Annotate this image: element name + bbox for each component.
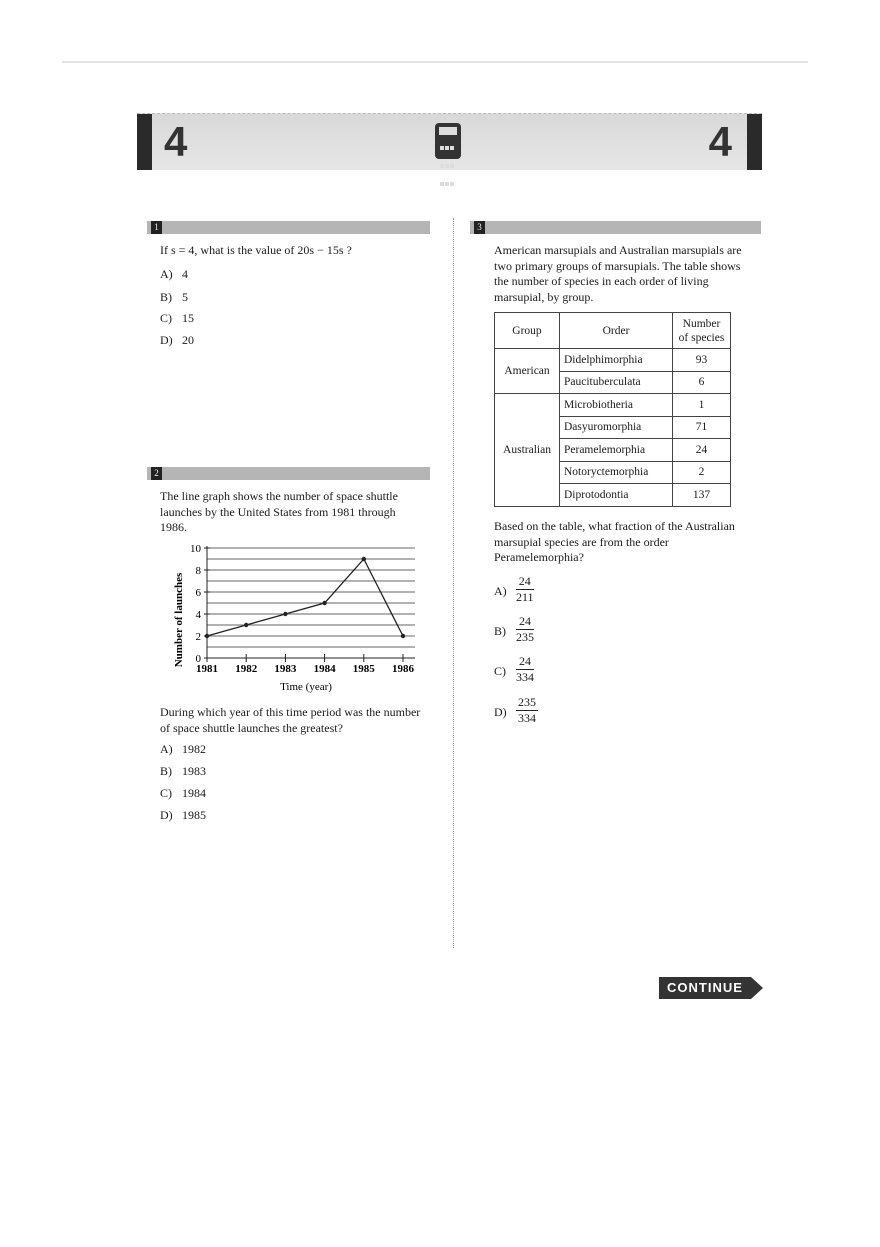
q1-option-b[interactable]: B) 5 <box>160 290 188 304</box>
chart-x-label: Time (year) <box>280 681 332 693</box>
q1-option-d[interactable]: D) 20 <box>160 333 194 347</box>
chart-y-label: Number of launches <box>173 572 185 668</box>
q1-option-c[interactable]: C) 15 <box>160 311 194 325</box>
question-1-bar <box>147 221 430 234</box>
question-3-bar <box>470 221 761 234</box>
q3-option-d[interactable]: D) <box>494 705 507 719</box>
section-number-right: 4 <box>708 118 732 165</box>
table-row <box>495 349 731 372</box>
data-point <box>205 634 209 638</box>
q2-option-a[interactable]: A) 1982 <box>160 742 206 756</box>
q3-option-d-fraction: $\frac{235}{334}$ <box>518 695 536 725</box>
header-group: Group <box>495 313 560 349</box>
data-point <box>283 612 287 616</box>
chart-points <box>205 557 405 638</box>
species-cell: 6 <box>673 371 731 394</box>
question-2-intro: The line graph shows the number of space shuttle launches by the United States from 1981 through 1986. <box>160 489 398 534</box>
species-cell: 93 <box>673 349 731 372</box>
question-3-text: Based on the table, what fraction of the Australian marsupial species are from the order Peramelemorphia? <box>494 519 735 564</box>
x-tick-label: 1982 <box>235 663 258 675</box>
table-row <box>495 394 731 417</box>
data-point <box>401 634 405 638</box>
y-tick-label: 2 <box>195 631 201 643</box>
chart-x-ticks <box>196 654 415 675</box>
q3-option-b-fraction: $\frac{24}{235}$ <box>516 614 534 644</box>
q2-option-d[interactable]: D) 1985 <box>160 808 206 822</box>
group-american: American <box>495 349 560 394</box>
table-header-row <box>495 313 731 349</box>
y-tick-label: 8 <box>195 565 201 577</box>
order-cell: Microbiotheria <box>560 394 673 417</box>
q3-option-c-fraction: $\frac{24}{334}$ <box>516 654 534 684</box>
series-line <box>207 559 403 636</box>
species-cell: 137 <box>673 484 731 507</box>
launch-line-chart <box>170 538 425 698</box>
top-rule <box>62 61 808 63</box>
q2-option-c[interactable]: C) 1984 <box>160 786 206 800</box>
data-point <box>322 601 326 605</box>
q3-option-a-fraction: $\frac{24}{211}$ <box>516 574 534 604</box>
question-1-text: If s = 4, what is the value of 20s − 15s ? <box>160 243 352 257</box>
question-3-intro: American marsupials and Australian marsupials are two primary groups of marsupials. The table shows the number of species in each order of living marsupial, by group. <box>494 243 742 304</box>
species-cell: 2 <box>673 461 731 484</box>
marsupial-table <box>494 312 731 507</box>
continue-button[interactable] <box>659 977 765 999</box>
column-divider <box>453 218 454 948</box>
continue-arrow-icon <box>751 977 763 999</box>
order-cell: Didelphimorphia <box>560 349 673 372</box>
calculator-icon <box>435 123 461 159</box>
data-point <box>362 557 366 561</box>
order-cell: Dasyuromorphia <box>560 416 673 439</box>
q3-option-a[interactable]: A) <box>494 584 507 598</box>
x-tick-label: 1984 <box>313 663 336 675</box>
group-australian: Australian <box>495 394 560 507</box>
question-2-bar <box>147 467 430 480</box>
order-cell: Notoryctemorphia <box>560 461 673 484</box>
species-cell: 24 <box>673 439 731 462</box>
y-tick-label: 6 <box>195 587 201 599</box>
question-2-text: During which year of this time period was the number of space shuttle launches the greatest? <box>160 705 421 735</box>
q1-option-a[interactable]: A) 4 <box>160 267 188 281</box>
chart-axes <box>207 546 415 658</box>
order-cell: Peramelemorphia <box>560 439 673 462</box>
y-tick-label: 10 <box>190 543 201 555</box>
q3-option-b[interactable]: B) <box>494 624 506 638</box>
header-order: Order <box>560 313 673 349</box>
order-cell: Diprotodontia <box>560 484 673 507</box>
x-tick-label: 1981 <box>196 663 218 675</box>
header-right-bar <box>747 114 762 170</box>
x-tick-label: 1986 <box>392 663 414 675</box>
y-tick-label: 0 <box>195 653 201 665</box>
q2-option-b[interactable]: B) 1983 <box>160 764 206 778</box>
header-species: Number of species <box>673 313 731 349</box>
header-left-bar <box>137 114 152 170</box>
continue-label: CONTINUE <box>659 977 751 999</box>
section-number-left: 4 <box>164 118 188 165</box>
q3-option-c[interactable]: C) <box>494 664 506 678</box>
x-tick-label: 1983 <box>274 663 297 675</box>
species-cell: 1 <box>673 394 731 417</box>
species-cell: 71 <box>673 416 731 439</box>
question-3-number: 3 <box>474 221 485 234</box>
y-tick-label: 4 <box>195 609 201 621</box>
data-point <box>244 623 248 627</box>
question-2-number: 2 <box>151 467 162 480</box>
order-cell: Paucituberculata <box>560 371 673 394</box>
question-1-number: 1 <box>151 221 162 234</box>
x-tick-label: 1985 <box>352 663 375 675</box>
